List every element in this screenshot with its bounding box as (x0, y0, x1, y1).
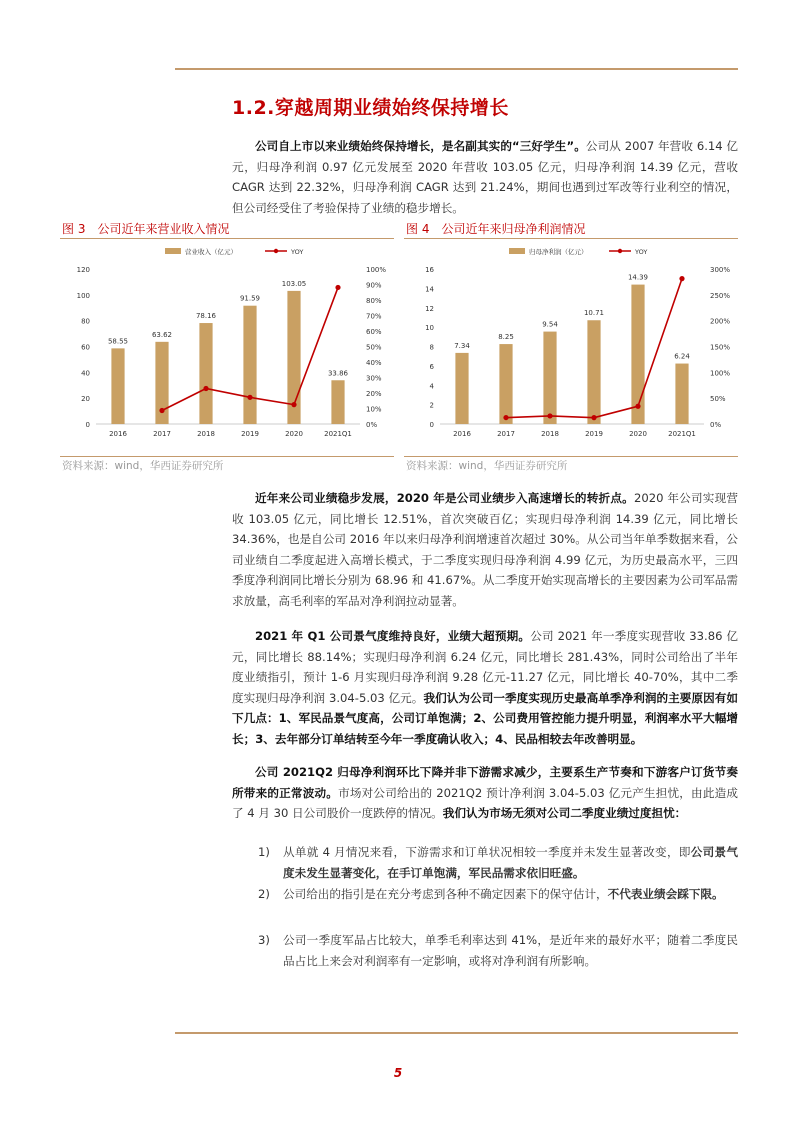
y-right-tick-label: 100% (710, 369, 731, 378)
legend-bar-swatch (165, 248, 181, 254)
yoy-point (291, 402, 296, 407)
y-right-tick-label: 50% (366, 343, 382, 352)
list-text: 公司给出的指引是在充分考虑到各种不确定因素下的保守估计， (283, 887, 608, 901)
list-number: 1) (258, 845, 270, 859)
bar (675, 364, 688, 424)
legend-line-marker (618, 249, 622, 253)
paragraph-lead: 公司 2021Q2 归母净利润环比下降并非下游需求减少，主要系生产节奏和下游客户订货节奏所带来的正常波动。 (232, 765, 738, 800)
bar-data-label: 33.86 (327, 369, 349, 378)
y-right-tick-label: 0% (710, 421, 722, 429)
figure-3-source: 资料来源：wind，华西证券研究所 (62, 460, 224, 472)
y-right-tick-label: 20% (366, 390, 382, 398)
paragraph-text: 公司 2021 年一季度实现营收 33.86 亿元，同比增长 88.14%；实现归母净利润 6.24 亿元，同比增长 281.43%，同时公司给出了半年度业绩指引，预计 1-6 月实现归母净利润 9.28 亿元-11.27 亿元，同比增长 40-70%，其中二季度实现归母净利润 3.04-5.03 亿元。 (232, 629, 738, 705)
paragraph-lead: 2021 年 Q1 公司景气度维持良好，业绩大超预期。 (255, 629, 531, 643)
y-left-tick-label: 100 (76, 291, 90, 300)
figure-4-frame (404, 238, 738, 457)
paragraph-intro (232, 136, 738, 218)
y-left-tick-label: 16 (425, 266, 434, 274)
paragraph-2021q1 (232, 626, 738, 750)
bar-data-label: 10.71 (583, 309, 605, 318)
y-left-tick-label: 8 (429, 343, 434, 352)
list-bold: 公司景气度未发生显著变化，在手订单饱满，军民品需求依旧旺盛。 (283, 845, 738, 880)
figure-3-frame (60, 238, 394, 457)
y-left-tick-label: 12 (425, 304, 434, 313)
bar-data-label: 58.55 (107, 337, 129, 346)
y-right-tick-label: 60% (366, 328, 382, 336)
y-right-tick-label: 250% (710, 291, 731, 300)
list-bold: 不代表业绩会踩下限。 (607, 887, 724, 901)
bar (543, 332, 556, 424)
y-left-tick-label: 4 (429, 382, 434, 391)
paragraph-text: 2020 年公司实现营收 103.05 亿元，同比增长 12.51%，首次突破百亿；实现归母净利润 14.39 亿元，同比增长 34.36%，也是自公司 2016 年以来归母净利润增速首次超过 30%。从公司当年单季数据来看，公司业绩自二季度起进入高增长模式，于二季度实现归母净利润 4.99 亿元，为历史最高水平，三四季度净利润同比增长分别为 68.96 和 41.67%。从二季度开始实现高增长的主要因素为公司军品需求放量，高毛利率的军品对净利润拉动显著。 (232, 491, 738, 608)
list-item (258, 842, 738, 883)
yoy-point (203, 386, 208, 391)
bar (243, 306, 256, 424)
y-right-tick-label: 70% (366, 312, 382, 321)
paragraph-text: 公司从 2007 年营收 6.14 亿元，归母净利润 0.97 亿元发展至 2020 年营收 103.05 亿元，归母净利润 14.39 亿元，营收 CAGR 达到 22.32%，归母净利润 CAGR 达到 21.24%，期间也遇到过军改等行业利空的情况，但公司经受住了考验保持了业绩的稳步增长。 (232, 139, 739, 215)
bar-data-label: 63.62 (151, 330, 173, 339)
y-left-tick-label: 10 (425, 324, 434, 333)
x-tick-label: 2019 (241, 430, 259, 438)
y-right-tick-label: 0% (366, 421, 378, 429)
legend-bar-label: 归母净利润（亿元） (529, 248, 588, 256)
yoy-point (335, 285, 340, 290)
y-right-tick-label: 50% (710, 395, 726, 404)
x-tick-label: 2020 (285, 430, 303, 438)
legend-line-label: YOY (291, 248, 304, 256)
y-right-tick-label: 40% (366, 359, 382, 367)
y-right-tick-label: 200% (710, 317, 731, 326)
yoy-point (635, 404, 640, 409)
header-rule (175, 68, 738, 70)
bar (331, 380, 344, 424)
paragraph-bold: 我们认为市场无须对公司二季度业绩过度担忧： (442, 806, 687, 821)
y-right-tick-label: 80% (366, 297, 382, 305)
legend-line-label: YOY (635, 248, 648, 256)
x-tick-label: 2021Q1 (324, 430, 352, 438)
bar (455, 353, 468, 424)
bar (499, 344, 512, 424)
x-tick-label: 2021Q1 (668, 430, 696, 438)
x-tick-label: 2020 (629, 430, 647, 438)
y-left-tick-label: 40 (81, 369, 90, 378)
list-text: 公司一季度军品占比较大，单季毛利率达到 41%，是近年来的最好水平；随着二季度民品占比上来会对利润率有一定影响，或将对净利润有所影响。 (283, 933, 738, 968)
yoy-point (679, 276, 684, 281)
y-right-tick-label: 90% (366, 281, 382, 290)
list-number: 3) (258, 933, 270, 947)
paragraph-2020-growth (232, 488, 738, 612)
bar-data-label: 103.05 (281, 279, 307, 288)
yoy-point (159, 408, 164, 413)
net-profit-chart (404, 239, 738, 456)
bar-data-label: 6.24 (674, 352, 690, 361)
revenue-chart (60, 239, 394, 456)
y-right-tick-label: 300% (710, 266, 731, 274)
section-title: 1.2.穿越周期业绩始终保持增长 (232, 97, 509, 119)
x-tick-label: 2018 (197, 430, 215, 438)
y-left-tick-label: 20 (81, 395, 90, 404)
yoy-point (591, 415, 596, 420)
bar-data-label: 14.39 (627, 273, 649, 282)
y-left-tick-label: 60 (81, 343, 90, 352)
bar-data-label: 7.34 (454, 341, 470, 350)
y-left-tick-label: 2 (429, 401, 434, 410)
y-right-tick-label: 150% (710, 343, 731, 352)
y-left-tick-label: 0 (85, 421, 90, 429)
y-right-tick-label: 30% (366, 374, 382, 383)
y-left-tick-label: 120 (76, 266, 90, 274)
x-tick-label: 2016 (453, 430, 471, 438)
paragraph-bold: 我们认为公司一季度实现历史最高单季净利润的主要原因有如下几点：1、军民品景气度高，公司订单饱满；2、公司费用管控能力提升明显，利润率水平大幅增长；3、去年部分订单结转至今年一季度确认收入；4、民品相较去年改善明显。 (232, 690, 738, 746)
legend-bar-label: 营业收入（亿元） (185, 248, 237, 256)
y-left-tick-label: 80 (81, 317, 90, 326)
footer-rule (175, 1032, 738, 1034)
paragraph-lead: 公司自上市以来业绩始终保持增长，是名副其实的“三好学生”。 (255, 139, 586, 153)
y-left-tick-label: 14 (425, 285, 434, 294)
bar-data-label: 78.16 (195, 312, 217, 321)
bar-data-label: 91.59 (239, 294, 261, 303)
y-right-tick-label: 10% (366, 405, 382, 414)
paragraph-lead: 近年来公司业绩稳步发展，2020 年是公司业绩步入高速增长的转折点。 (255, 491, 634, 505)
bar-data-label: 8.25 (498, 333, 514, 342)
paragraph-2021q2 (232, 762, 738, 824)
figure-4-source: 资料来源：wind，华西证券研究所 (406, 460, 568, 472)
paragraph-text: 市场对公司给出的 2021Q2 预计净利润 3.04-5.03 亿元产生担忧，由此造成了 4 月 30 日公司股价一度跌停的情况。 (232, 785, 738, 821)
figure-3-title: 图 3 公司近年来营业收入情况 (62, 222, 230, 236)
y-right-tick-label: 100% (366, 266, 387, 274)
x-tick-label: 2017 (153, 430, 171, 438)
x-tick-label: 2018 (541, 430, 559, 438)
list-item (258, 884, 738, 905)
y-left-tick-label: 0 (429, 421, 434, 429)
figure-4-title: 图 4 公司近年来归母净利润情况 (406, 222, 586, 236)
legend-bar-swatch (509, 248, 525, 254)
list-item (258, 930, 738, 971)
x-tick-label: 2019 (585, 430, 603, 438)
yoy-point (547, 413, 552, 418)
bar (199, 323, 212, 424)
legend-line-marker (274, 249, 278, 253)
list-text: 从单就 4 月情况来看，下游需求和订单状况相较一季度并未发生显著改变，即 (283, 845, 691, 859)
yoy-point (503, 415, 508, 420)
x-tick-label: 2017 (497, 430, 515, 438)
list-number: 2) (258, 887, 270, 901)
bar (111, 348, 124, 424)
x-tick-label: 2016 (109, 430, 127, 438)
bar (631, 285, 644, 424)
page-number: 5 (393, 1066, 403, 1080)
yoy-point (247, 395, 252, 400)
y-left-tick-label: 6 (429, 362, 434, 371)
bar-data-label: 9.54 (542, 320, 558, 329)
bar (587, 320, 600, 424)
